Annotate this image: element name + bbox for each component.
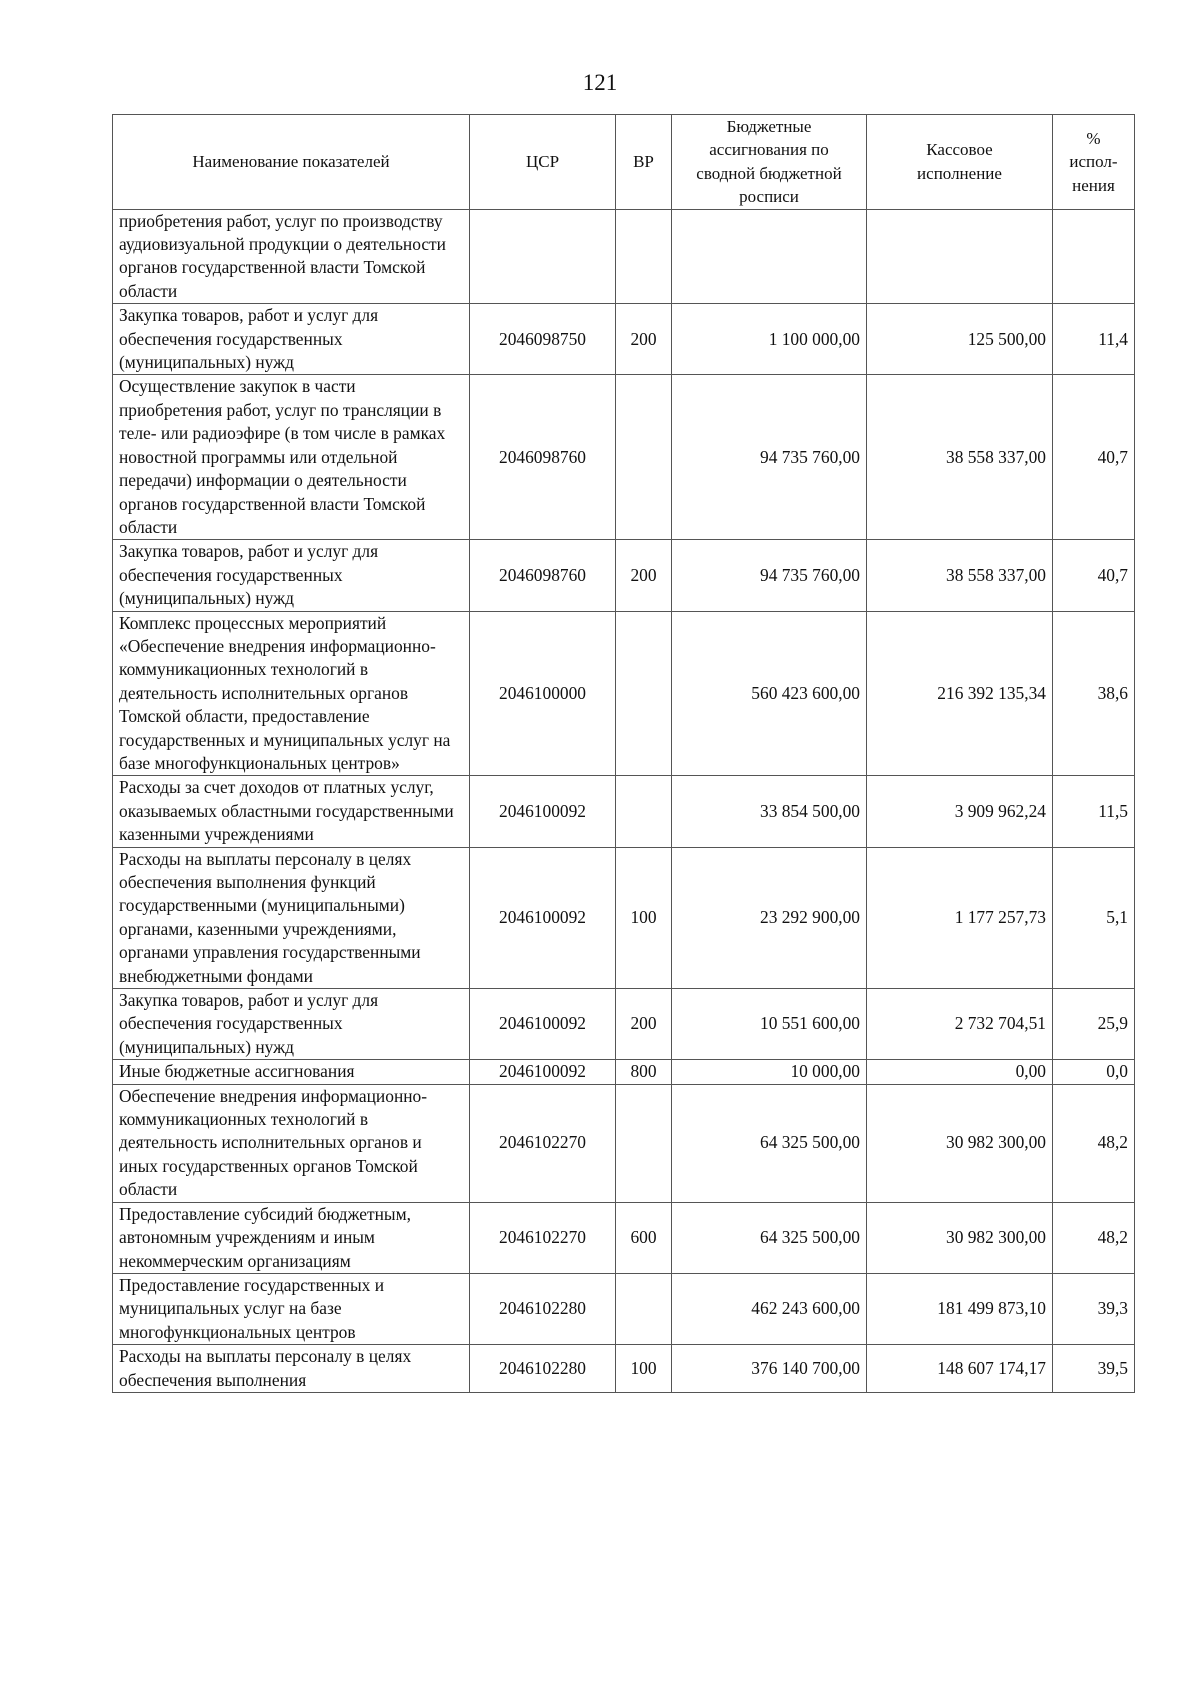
row-csr: 2046102280 xyxy=(470,1345,616,1393)
header-budget: Бюджетные ассигнования по сводной бюджетной росписи xyxy=(672,115,867,210)
row-name: приобретения работ, услуг по производству аудиовизуальной продукции о деятельности органов государственной власти Томской области xyxy=(113,209,470,304)
row-vr: 200 xyxy=(616,989,672,1060)
row-csr: 2046100092 xyxy=(470,989,616,1060)
row-vr: 100 xyxy=(616,847,672,988)
row-cash: 181 499 873,10 xyxy=(867,1273,1053,1344)
row-percent: 39,5 xyxy=(1053,1345,1135,1393)
header-cash: Кассовое исполнение xyxy=(867,115,1053,210)
row-budget: 94 735 760,00 xyxy=(672,375,867,540)
row-budget: 462 243 600,00 xyxy=(672,1273,867,1344)
row-percent: 40,7 xyxy=(1053,375,1135,540)
table-row xyxy=(113,1273,1135,1344)
row-cash: 2 732 704,51 xyxy=(867,989,1053,1060)
row-vr: 600 xyxy=(616,1202,672,1273)
row-budget: 560 423 600,00 xyxy=(672,611,867,776)
row-percent: 5,1 xyxy=(1053,847,1135,988)
row-cash: 125 500,00 xyxy=(867,304,1053,375)
row-csr: 2046100000 xyxy=(470,611,616,776)
row-cash: 216 392 135,34 xyxy=(867,611,1053,776)
table-row xyxy=(113,1202,1135,1273)
row-percent xyxy=(1053,209,1135,304)
row-percent: 0,0 xyxy=(1053,1060,1135,1084)
row-cash: 0,00 xyxy=(867,1060,1053,1084)
table-row xyxy=(113,540,1135,611)
row-budget: 1 100 000,00 xyxy=(672,304,867,375)
row-csr: 2046102280 xyxy=(470,1273,616,1344)
row-percent: 48,2 xyxy=(1053,1202,1135,1273)
row-vr xyxy=(616,611,672,776)
row-name: Закупка товаров, работ и услуг для обеспечения государственных (муниципальных) нужд xyxy=(113,989,470,1060)
page-number: 121 xyxy=(582,70,618,95)
row-cash: 148 607 174,17 xyxy=(867,1345,1053,1393)
row-percent: 48,2 xyxy=(1053,1084,1135,1202)
row-budget: 33 854 500,00 xyxy=(672,776,867,847)
table-row xyxy=(113,776,1135,847)
row-name: Предоставление государственных и муниципальных услуг на базе многофункциональных центров xyxy=(113,1273,470,1344)
row-budget: 64 325 500,00 xyxy=(672,1202,867,1273)
row-percent: 11,4 xyxy=(1053,304,1135,375)
row-budget: 64 325 500,00 xyxy=(672,1084,867,1202)
table-row xyxy=(113,304,1135,375)
row-cash: 30 982 300,00 xyxy=(867,1084,1053,1202)
table-row xyxy=(113,1060,1135,1084)
row-name: Комплекс процессных мероприятий «Обеспечение внедрения информационно-коммуникационных технологий в деятельность исполнительных органов Томской области, предоставление государственных и муниципальных услуг на базе многофункциональных центров» xyxy=(113,611,470,776)
row-name: Осуществление закупок в части приобретения работ, услуг по трансляции в теле- или радиоэфире (в том числе в рамках новостной программы или отдельной передачи) информации о деятельности органов государственной власти Томской области xyxy=(113,375,470,540)
row-name: Обеспечение внедрения информационно-коммуникационных технологий в деятельность исполнительных органов и иных государственных органов Томской области xyxy=(113,1084,470,1202)
row-name: Расходы на выплаты персоналу в целях обеспечения выполнения xyxy=(113,1345,470,1393)
table-row xyxy=(113,989,1135,1060)
row-percent: 25,9 xyxy=(1053,989,1135,1060)
row-vr: 200 xyxy=(616,540,672,611)
table-row xyxy=(113,847,1135,988)
table-header xyxy=(113,115,1135,210)
table-row xyxy=(113,1345,1135,1393)
row-budget: 94 735 760,00 xyxy=(672,540,867,611)
header-vr: ВР xyxy=(616,115,672,210)
row-budget xyxy=(672,209,867,304)
row-vr: 200 xyxy=(616,304,672,375)
table-body xyxy=(113,209,1135,1392)
header-name: Наименование показателей xyxy=(113,115,470,210)
row-vr: 800 xyxy=(616,1060,672,1084)
header-csr: ЦСР xyxy=(470,115,616,210)
row-csr: 2046100092 xyxy=(470,847,616,988)
row-name: Расходы на выплаты персоналу в целях обеспечения выполнения функций государственными (муниципальными) органами, казенными учреждениями, органами управления государственными внебюджетными фондами xyxy=(113,847,470,988)
row-percent: 40,7 xyxy=(1053,540,1135,611)
row-name: Предоставление субсидий бюджетным, автономным учреждениям и иным некоммерческим организациям xyxy=(113,1202,470,1273)
row-budget: 23 292 900,00 xyxy=(672,847,867,988)
row-name: Закупка товаров, работ и услуг для обеспечения государственных (муниципальных) нужд xyxy=(113,304,470,375)
row-cash: 30 982 300,00 xyxy=(867,1202,1053,1273)
table-row xyxy=(113,209,1135,304)
row-csr: 2046098760 xyxy=(470,375,616,540)
table-row xyxy=(113,1084,1135,1202)
row-csr: 2046098760 xyxy=(470,540,616,611)
row-cash: 38 558 337,00 xyxy=(867,375,1053,540)
row-csr: 2046098750 xyxy=(470,304,616,375)
row-percent: 38,6 xyxy=(1053,611,1135,776)
row-percent: 11,5 xyxy=(1053,776,1135,847)
row-csr: 2046100092 xyxy=(470,1060,616,1084)
row-vr xyxy=(616,209,672,304)
table-row xyxy=(113,611,1135,776)
row-budget: 10 000,00 xyxy=(672,1060,867,1084)
row-vr xyxy=(616,375,672,540)
row-cash xyxy=(867,209,1053,304)
row-vr xyxy=(616,1273,672,1344)
row-csr xyxy=(470,209,616,304)
row-name: Расходы за счет доходов от платных услуг, оказываемых областными государственными казенными учреждениями xyxy=(113,776,470,847)
row-cash: 38 558 337,00 xyxy=(867,540,1053,611)
row-name: Иные бюджетные ассигнования xyxy=(113,1060,470,1084)
row-csr: 2046102270 xyxy=(470,1084,616,1202)
row-name: Закупка товаров, работ и услуг для обеспечения государственных (муниципальных) нужд xyxy=(113,540,470,611)
row-csr: 2046102270 xyxy=(470,1202,616,1273)
row-budget: 376 140 700,00 xyxy=(672,1345,867,1393)
row-percent: 39,3 xyxy=(1053,1273,1135,1344)
header-pct: % испол-нения xyxy=(1053,115,1135,210)
budget-table xyxy=(112,114,1135,1393)
row-vr xyxy=(616,776,672,847)
table-row xyxy=(113,375,1135,540)
row-vr: 100 xyxy=(616,1345,672,1393)
row-budget: 10 551 600,00 xyxy=(672,989,867,1060)
row-cash: 1 177 257,73 xyxy=(867,847,1053,988)
row-csr: 2046100092 xyxy=(470,776,616,847)
row-cash: 3 909 962,24 xyxy=(867,776,1053,847)
row-vr xyxy=(616,1084,672,1202)
